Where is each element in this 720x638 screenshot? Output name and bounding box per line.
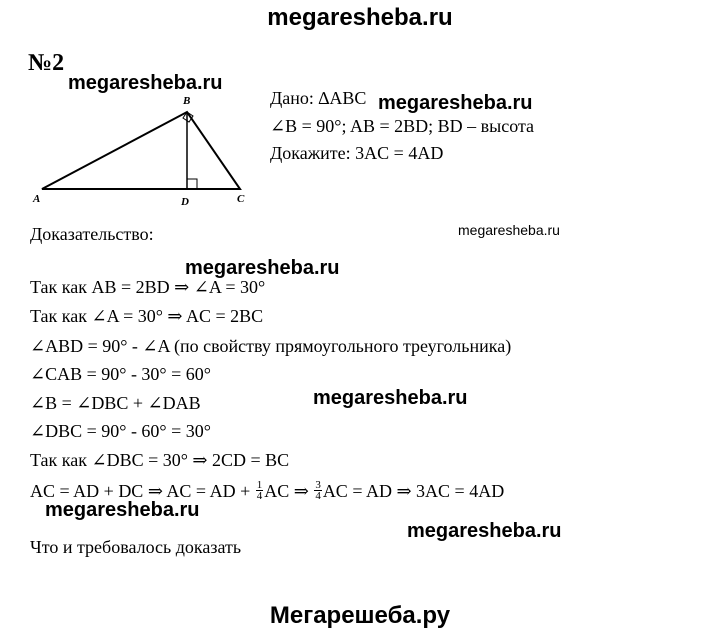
final-part-2: AC ⇒	[264, 481, 314, 501]
watermark: megaresheba.ru	[68, 72, 223, 94]
watermark: megaresheba.ru	[45, 499, 200, 521]
fraction-three-quarters: $\frac{3}{4}$	[315, 479, 321, 503]
watermark: megaresheba.ru	[185, 257, 340, 279]
site-footer: Мегарешеба.ру	[269, 602, 451, 629]
vertex-label-c: C	[237, 193, 245, 205]
final-part-3: AC = AD ⇒ 3AC = 4AD	[322, 481, 505, 501]
proof-step: ∠DBC = 90° - 60° = 30°	[30, 421, 211, 441]
vertex-label-b: B	[183, 95, 191, 107]
right-angle-mark-d	[187, 179, 197, 189]
triangle-figure	[30, 92, 260, 212]
fraction-one-quarter: $\frac{1}{4}$	[256, 479, 263, 503]
proof-step: ∠CAB = 90° - 30° = 60°	[30, 364, 211, 384]
watermark: megaresheba.ru	[458, 222, 560, 238]
proof-conclusion: Что и требовалось доказать	[30, 537, 242, 557]
final-part-1: AC = AD + DC ⇒ AC = AD +	[30, 481, 255, 501]
triangle-abc	[42, 112, 240, 189]
site-header: megaresheba.ru	[267, 4, 453, 31]
watermark: megaresheba.ru	[378, 92, 533, 114]
given-line-2: ∠B = 90°; AB = 2BD; BD – высота	[270, 116, 535, 136]
proof-step: ∠B = ∠DBC + ∠DAB	[30, 393, 201, 413]
vertex-label-a: A	[33, 193, 41, 205]
proof-step: Так как ∠A = 30° ⇒ AC = 2BC	[30, 306, 264, 326]
given-line-3: Докажите: 3AC = 4AD	[270, 143, 444, 163]
watermark: megaresheba.ru	[407, 520, 562, 542]
given-line-1: Дано: ∆ABC	[270, 88, 367, 108]
proof-title: Доказательство:	[30, 224, 154, 244]
watermark: megaresheba.ru	[313, 387, 468, 409]
proof-step: Так как ∠DBC = 30° ⇒ 2CD = BC	[30, 450, 290, 470]
task-number: №2	[28, 50, 65, 76]
proof-step: ∠ABD = 90° - ∠A (по свойству прямоугольного треугольника)	[30, 336, 512, 356]
proof-step: Так как AB = 2BD ⇒ ∠A = 30°	[30, 277, 266, 297]
vertex-label-d: D	[181, 196, 189, 208]
